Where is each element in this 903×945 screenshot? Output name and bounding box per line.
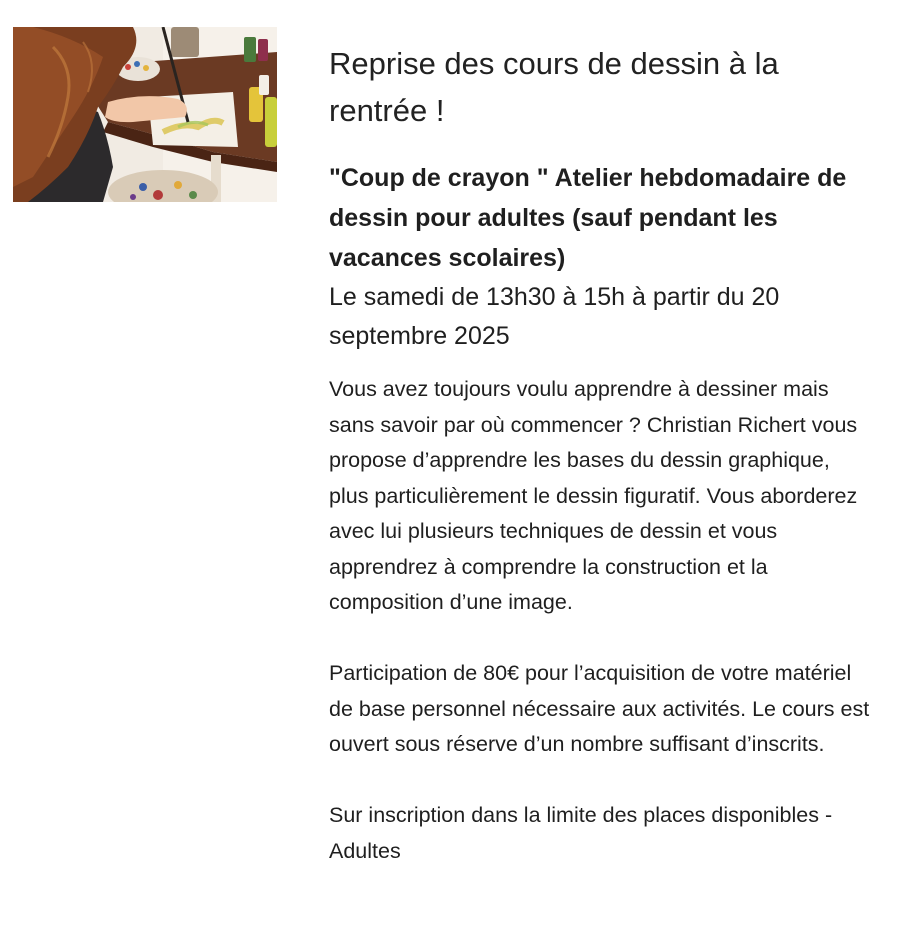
workshop-subtitle: "Coup de crayon " Atelier hebdomadaire de dessin pour adultes (sauf pendant les vacances scolaires) [329,164,847,272]
article-body [329,372,874,869]
workshop-schedule: Le samedi de 13h30 à 15h à partir du 20 septembre 2025 [329,283,780,350]
registration-paragraph: Sur inscription dans la limite des places disponibles - Adultes [329,803,833,863]
article-image[interactable] [13,27,277,202]
article-content [329,40,874,869]
painting-illustration [13,27,277,202]
pricing-paragraph: Participation de 80€ pour l’acquisition de votre matériel de base personnel nécessaire aux activités. Le cours est ouvert sous réserve d’un nombre suffisant d’inscrits. [329,661,870,756]
article-title: Reprise des cours de dessin à la rentrée ! [329,46,779,128]
description-paragraph: Vous avez toujours voulu apprendre à dessiner mais sans savoir par où commencer ? Christian Richert vous propose d’apprendre les bases du dessin graphique, plus particulièrement le dessin figuratif. Vous aborderez avec lui plusieurs techniques de dessin et vous apprendrez à comprendre la construction et la composition d’une image. [329,377,858,614]
